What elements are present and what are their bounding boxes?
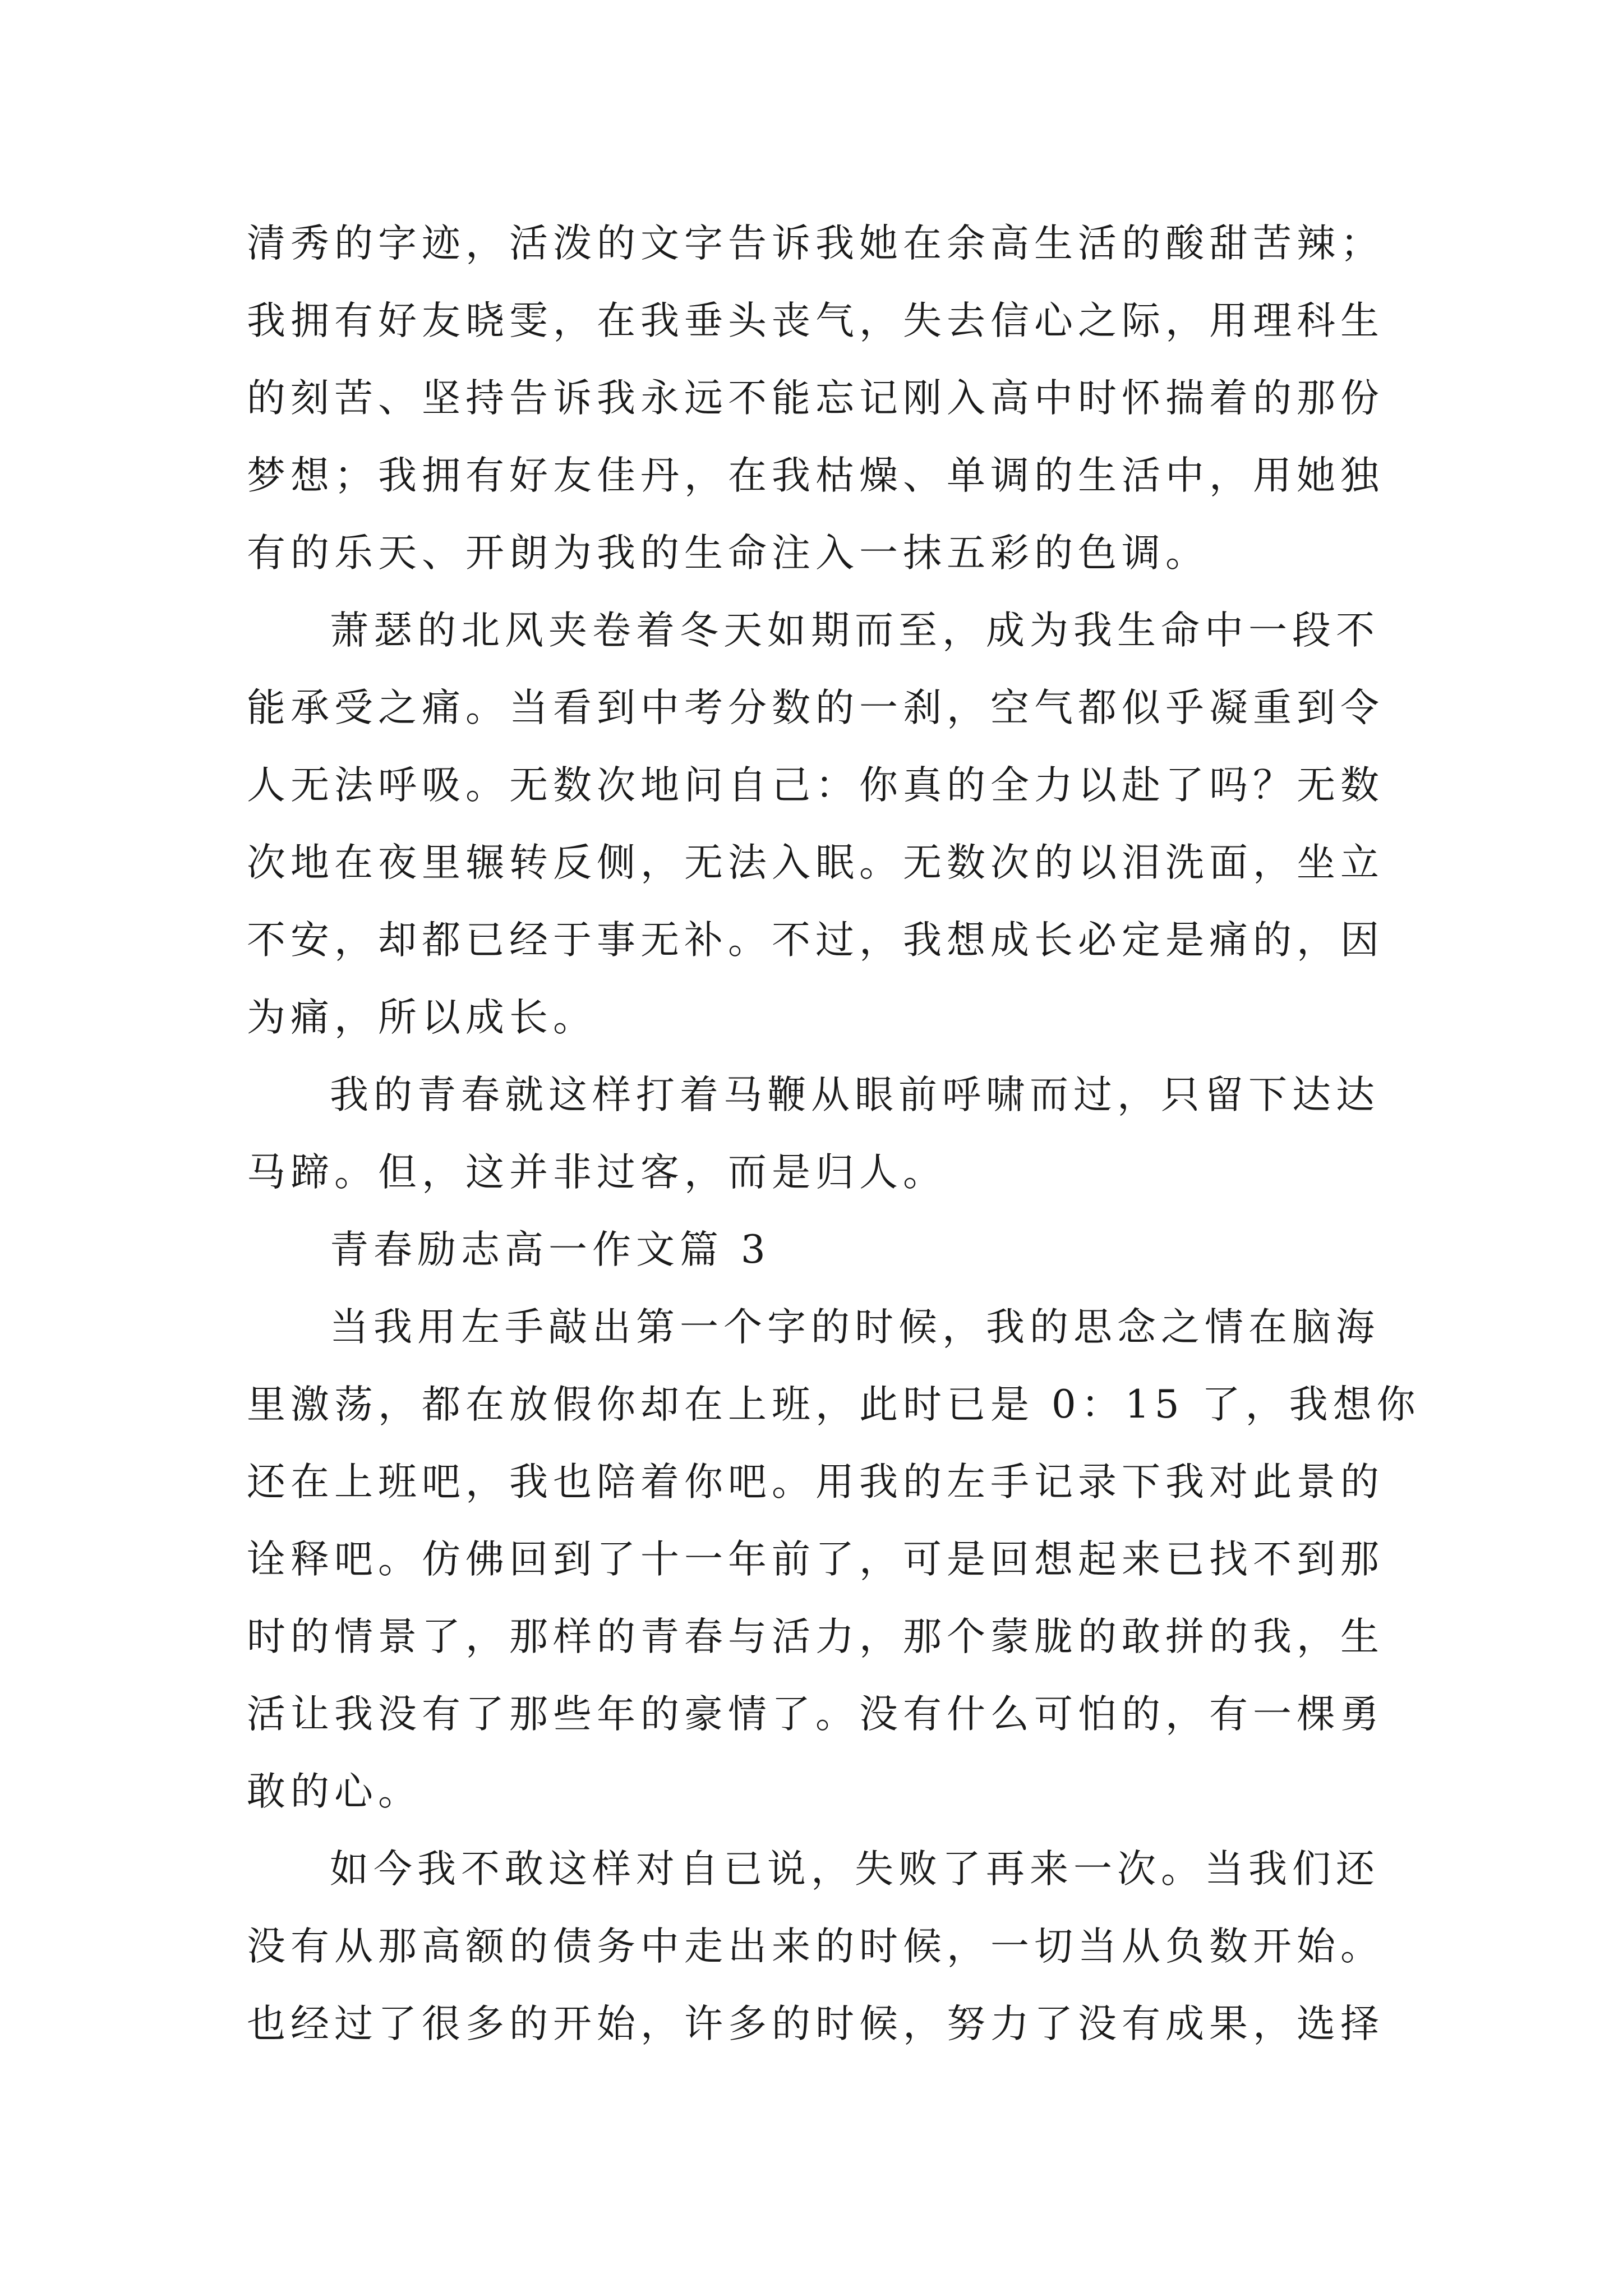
text-line: 次地在夜里辗转反侧，无法入眠。无数次的以泪洗面，坐立 bbox=[247, 840, 1384, 885]
text-line: 青春励志高一作文篇 3 bbox=[330, 1227, 771, 1272]
text-line: 萧瑟的北风夹卷着冬天如期而至，成为我生命中一段不 bbox=[330, 608, 1380, 653]
text-line: 我拥有好友晓雯，在我垂头丧气，失去信心之际，用理科生 bbox=[247, 298, 1384, 343]
text-line: 里激荡，都在放假你却在上班，此时已是 0：15 了，我想你 bbox=[247, 1382, 1421, 1427]
text-line: 当我用左手敲出第一个字的时候，我的思念之情在脑海 bbox=[330, 1305, 1380, 1350]
text-line: 梦想；我拥有好友佳丹，在我枯燥、单调的生活中，用她独 bbox=[247, 453, 1384, 498]
text-line: 没有从那高额的债务中走出来的时候，一切当从负数开始。 bbox=[247, 1924, 1384, 1969]
text-line: 也经过了很多的开始，许多的时候，努力了没有成果，选择 bbox=[247, 2001, 1384, 2046]
text-line: 时的情景了，那样的青春与活力，那个蒙胧的敢拼的我，生 bbox=[247, 1614, 1384, 1659]
text-line: 能承受之痛。当看到中考分数的一刹，空气都似乎凝重到令 bbox=[247, 685, 1384, 730]
text-line: 敢的心。 bbox=[247, 1769, 422, 1814]
text-line: 活让我没有了那些年的豪情了。没有什么可怕的，有一棵勇 bbox=[247, 1692, 1384, 1737]
text-line: 诠释吧。仿佛回到了十一年前了，可是回想起来已找不到那 bbox=[247, 1537, 1384, 1582]
text-line: 有的乐天、开朗为我的生命注入一抹五彩的色调。 bbox=[247, 531, 1209, 576]
text-line: 还在上班吧，我也陪着你吧。用我的左手记录下我对此景的 bbox=[247, 1460, 1384, 1504]
text-line: 为痛，所以成长。 bbox=[247, 995, 597, 1040]
text-line: 如今我不敢这样对自已说，失败了再来一次。当我们还 bbox=[330, 1847, 1380, 1892]
text-line: 的刻苦、坚持告诉我永远不能忘记刚入高中时怀揣着的那份 bbox=[247, 376, 1384, 421]
text-line: 清秀的字迹，活泼的文字告诉我她在余高生活的酸甜苦辣； bbox=[247, 221, 1384, 266]
text-line: 人无法呼吸。无数次地问自己：你真的全力以赴了吗？无数 bbox=[247, 763, 1384, 808]
document-body bbox=[247, 221, 1421, 2081]
text-line: 马蹄。但，这并非过客，而是归人。 bbox=[247, 1150, 947, 1195]
text-line: 我的青春就这样打着马鞭从眼前呼啸而过，只留下达达 bbox=[330, 1073, 1380, 1117]
text-line: 不安，却都已经于事无补。不过，我想成长必定是痛的，因 bbox=[247, 918, 1384, 963]
